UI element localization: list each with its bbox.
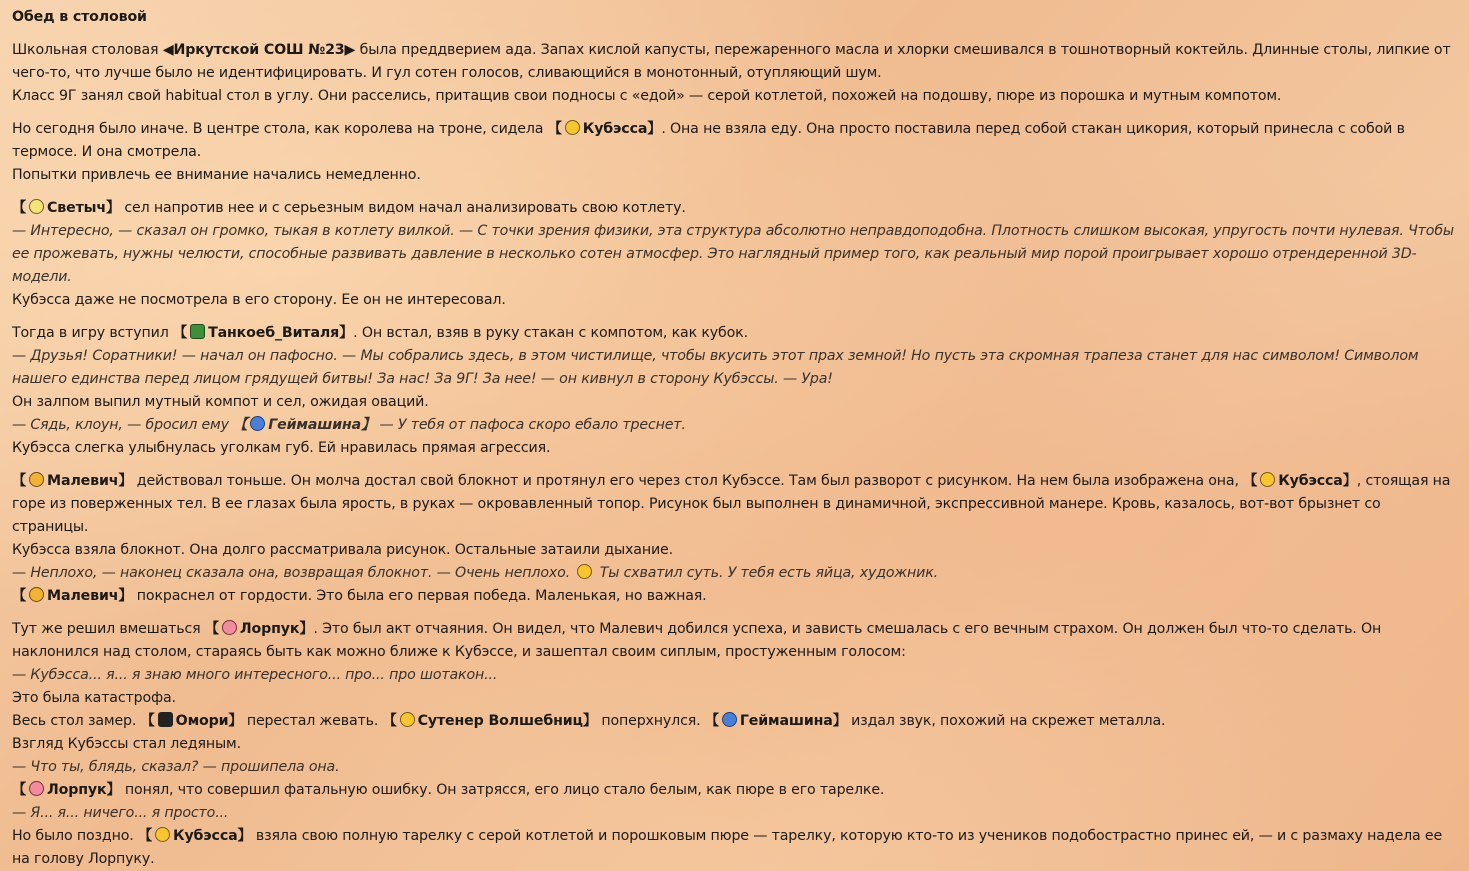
character-tag-malevich: 【 Малевич】 — [12, 473, 133, 489]
dialogue-line: — Интересно, — сказал он громко, тыкая в котлету вилкой. — С точки зрения физики, эта структура абсолютно неправдоподобна. Плотность слишком высокая, упругость почти нулевая. Чтобы ее прожевать, нужны челюсти, способные развивать давление в несколько сотен атмосфер. Это наглядный пример того, как реальный мир порой проигрывает хорошо отрендеренной 3D-модели. — [12, 223, 1454, 285]
paragraph-kubessa: Но сегодня было иначе. В центре стола, как королева на троне, сидела 【 Кубэсса】. Она не взяла еду. Она просто поставила перед собой стакан цикория, который принесла с собой в термосе. И она смотрела. Попытки привлечь ее внимание начались немедленно. — [12, 121, 1405, 183]
character-tag-kubessa: 【 Кубэсса】 — [137, 828, 252, 844]
pig-face-icon — [29, 781, 44, 796]
spiral-eyes-icon — [400, 712, 415, 727]
character-tag-tank: 【 Танкоеб_Виталя】 — [173, 325, 354, 341]
character-tag-svetych: 【 Светыч】 — [12, 200, 120, 216]
palette-icon — [29, 472, 44, 487]
palette-icon — [29, 587, 44, 602]
smirk-face-icon — [155, 827, 170, 842]
character-tag-lorpuk: 【 Лорпук】 — [204, 621, 314, 637]
paragraph-svetych: 【 Светыч】 сел напротив нее и с серьезным видом начал анализировать свою котлету. — Интересно, — сказал он громко, тыкая в котлету вилкой. — С точки зрения физики, эта структура абсолютно неправдоподобна. Плотность слишком высокая, упругость почти нулевая. Чтобы ее прожевать, нужны челюсти, способные развивать давление в несколько сотен атмосфер. Это наглядный пример того, как реальный мир порой проигрывает хорошо отрендеренной 3D-модели. Кубэсса даже не посмотрела в его сторону. Ее он не интересовал. — [12, 197, 1459, 312]
smirk-face-icon — [565, 120, 580, 135]
black-heart-icon — [158, 712, 173, 727]
school-name: ◀Иркутской СОШ №23▶ — [162, 42, 356, 58]
dialogue-line: — Что ты, блядь, сказал? — прошипела она. — [12, 759, 340, 775]
paragraph-lorpuk: Тут же решил вмешаться 【 Лорпук】. Это был акт отчаяния. Он видел, что Малевич добился успеха, и зависть смешалась с его вечным страхом. Он должен был что-то сделать. Он наклонился над столом, стараясь быть как можно ближе к Кубэссе, и зашептал своим сиплым, простуженным голосом: — Кубэсса... я... я знаю много интересного... про... про шотакон... Это была катастрофа. Весь стол замер. 【 Омори】 перестал жевать. 【 Сутенер Волшебниц】 поперхнулся. 【 Геймашина】 издал звук, похожий на скрежет металла. Взгляд Кубэссы стал ледяным. — Что ты, блядь, сказал? — прошипела она. 【 Лорпук】 понял, что совершил фатальную ошибку. Он затрясся, его лицо стало белым, как пюре в его тарелке. — Я... я... ничего... я просто... Но было поздно. 【 Кубэсса】 взяла свою полную тарелку с серой котлетой и порошковым пюре — тарелку, которую кто-то из учеников подобострастно принес ей, — и с размаху надела ее на голову Лорпуку. — [12, 618, 1459, 871]
character-tag-game: 【 Геймашина】 — [233, 417, 376, 433]
character-tag-game: 【 Геймашина】 — [704, 713, 847, 729]
smirk-face-icon — [577, 564, 592, 579]
dialogue-line: — Неплохо, — наконец сказала она, возвращая блокнот. — Очень неплохо. Ты схватил суть. У тебя есть яйца, художник. — [12, 565, 939, 581]
character-tag-lorpuk: 【 Лорпук】 — [12, 782, 121, 798]
lemon-face-icon — [29, 199, 44, 214]
smirk-face-icon — [1260, 472, 1275, 487]
dialogue-line: — Я... я... ничего... я просто... — [12, 805, 229, 821]
tank-icon — [190, 324, 205, 339]
character-tag-omori: 【 Омори】 — [140, 713, 243, 729]
dialogue-line: — Друзья! Соратники! — начал он пафосно. — Мы собрались здесь, в этом чистилище, чтобы вкусить этот прах земной! Но пусть эта скромная трапеза станет для нас символом! Символом нашего единства перед лицом грядущей битвы! За нас! За 9Г! За нее! — он кивнул в сторону Кубэссы. — Ура! — [12, 348, 1419, 387]
dialogue-line: — Сядь, клоун, — бросил ему 【 Геймашина】 — У тебя от пафоса скоро ебало треснет. — [12, 417, 686, 433]
blue-circle-icon — [250, 416, 265, 431]
pig-face-icon — [222, 620, 237, 635]
paragraph-malevich: 【 Малевич】 действовал тоньше. Он молча достал свой блокнот и протянул его через стол Кубэссе. Там был разворот с рисунком. На нем была изображена она, 【 Кубэсса】, стоящая на горе из поверженных тел. В ее глазах была ярость, в руках — окровавленный топор. Рисунок был выполнен в динамичной, экспрессивной манере. Кровь, казалось, вот-вот брызнет со страницы. Кубэсса взяла блокнот. Она долго рассматривала рисунок. Остальные затаили дыхание. — Неплохо, — наконец сказала она, возвращая блокнот. — Очень неплохо. Ты схватил суть. У тебя есть яйца, художник. 【 Малевич】 покраснел от гордости. Это была его первая победа. Маленькая, но важная. — [12, 470, 1459, 608]
character-tag-sutener: 【 Сутенер Волшебниц】 — [382, 713, 597, 729]
character-tag-malevich: 【 Малевич】 — [12, 588, 133, 604]
dialogue-line: — Кубэсса... я... я знаю много интересного... про... про шотакон... — [12, 667, 498, 683]
paragraph-intro: Школьная столовая ◀Иркутской СОШ №23▶ была преддверием ада. Запах кислой капусты, пережаренного масла и хлорки смешивался в тошнотворный коктейль. Длинные столы, липкие от чего-то, что лучше было не идентифицировать. И гул сотен голосов, сливающийся в монотонный, отупляющий шум. Класс 9Г занял свой habitual стол в углу. Они расселись, притащив свои подносы с «едой» — серой котлетой, похожей на подошву, пюре из порошка и мутным компотом. — [12, 42, 1451, 104]
paragraph-tank: Тогда в игру вступил 【 Танкоеб_Виталя】. Он встал, взяв в руку стакан с компотом, как кубок. — Друзья! Соратники! — начал он пафосно. — Мы собрались здесь, в этом чистилище, чтобы вкусить этот прах земной! Но пусть эта скромная трапеза станет для нас символом! Символом нашего единства перед лицом грядущей битвы! За нас! За 9Г! За нее! — он кивнул в сторону Кубэссы. — Ура! Он залпом выпил мутный компот и сел, ожидая оваций. — Сядь, клоун, — бросил ему 【 Геймашина】 — У тебя от пафоса скоро ебало треснет. Кубэсса слегка улыбнулась уголкам губ. Ей нравилась прямая агрессия. — [12, 322, 1459, 460]
blue-circle-icon — [722, 712, 737, 727]
character-tag-kubessa: 【 Кубэсса】 — [547, 121, 662, 137]
character-tag-kubessa: 【 Кубэсса】 — [1243, 473, 1357, 489]
page-title: Обед в столовой — [12, 9, 147, 25]
